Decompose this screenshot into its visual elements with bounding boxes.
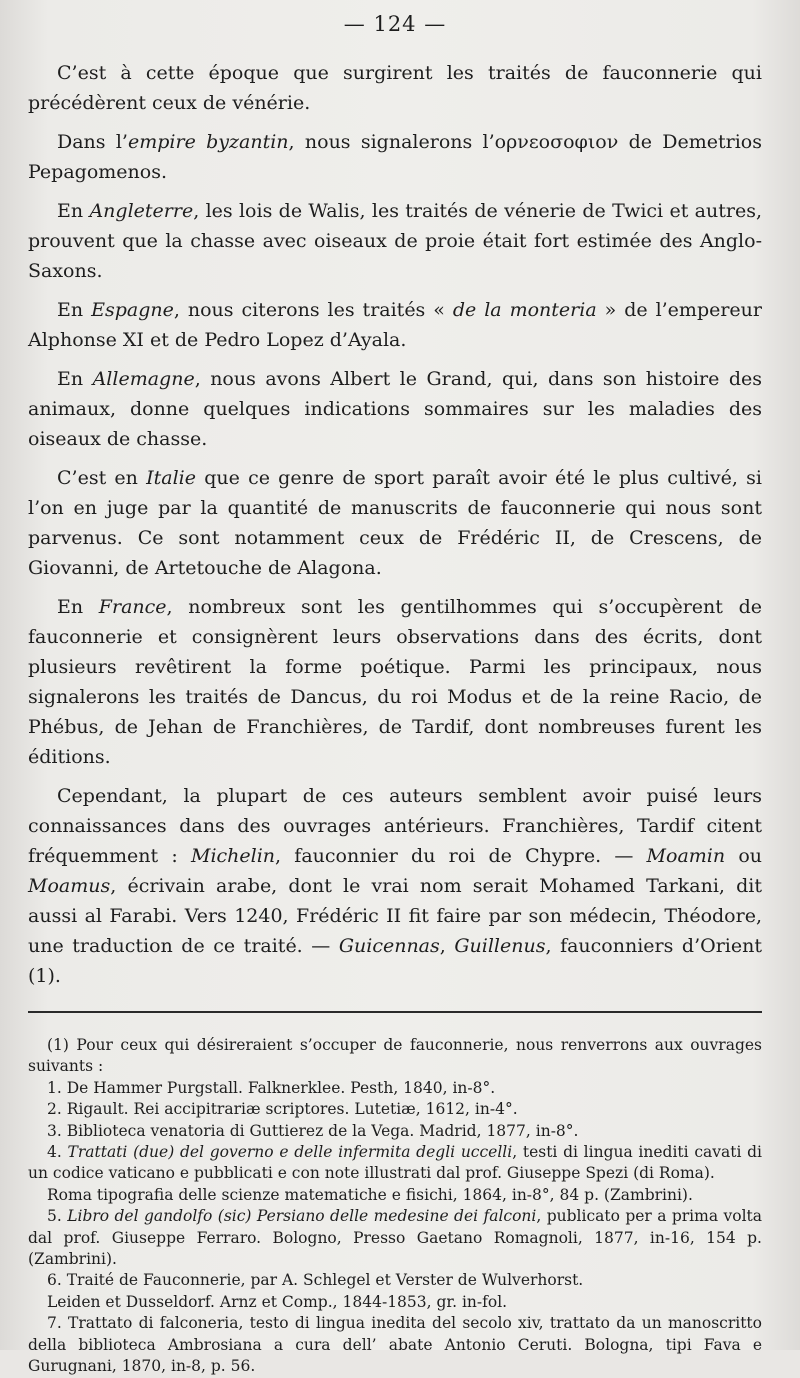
text-run: Dans l’ <box>57 131 128 153</box>
text-run: , <box>439 935 455 957</box>
text-run: Leiden et Dusseldorf. Arnz et Comp., 1844-1853, gr. in-fol. <box>47 1292 508 1311</box>
italic-text: empire byzantin <box>127 131 289 153</box>
text-run: » de l’empereur Alphonse XI et de Pedro Lopez d’Ayala. <box>28 299 762 351</box>
text-run: Cependant, la plupart de ces auteurs semblent avoir puisé leurs connaissances dans des ouvrages antérieurs. Franchières, Tardif citent fréquemment : <box>28 785 762 867</box>
text-run: que ce genre de sport paraît avoir été le plus cultivé, si l’on en juge par la quantité de manuscrits de fauconnerie qui nous sont parvenus. Ce sont notamment ceux de Frédéric II, de Crescens, de Giovanni, de Artetouche de Alagona. <box>28 467 762 579</box>
footnote-n4 <box>28 1142 762 1185</box>
paragraph-p1 <box>28 58 762 118</box>
text-run: 6. Traité de Fauconnerie, par A. Schlegel et Verster de Wulverhorst. <box>47 1271 584 1290</box>
text-run: En <box>57 299 92 321</box>
italic-text: Libro del gandolfo (sic) Persiano delle medesine dei falconi <box>67 1207 537 1226</box>
text-run: 2. Rigault. Rei accipitrariæ scriptores. Lutetiæ, 1612, in-4°. <box>47 1100 518 1119</box>
italic-text: Guillenus <box>454 935 546 957</box>
paragraph-p3 <box>28 196 762 286</box>
text-run: 1. De Hammer Purgstall. Falknerklee. Pesth, 1840, in-8°. <box>47 1078 496 1097</box>
text-run: , fauconniers d’Orient (1). <box>28 935 762 987</box>
text-run: 7. Trattato di falconeria, testo di lingua inedita del secolo xiv, trattato da un manoscritto della biblioteca Ambrosiana a cura dell’ abate Antonio Ceruti. Bologna, tipi Fava e Gurugnani, 1870, in-8, p. 56. <box>28 1314 762 1376</box>
italic-text: Angleterre <box>89 200 194 222</box>
text-run: , les lois de Walis, les traités de vénerie de Twici et autres, prouvent que la chasse avec oiseaux de proie était fort estimée des Anglo-Saxons. <box>28 200 762 282</box>
footnote-n5 <box>28 1206 762 1270</box>
paragraph-p4 <box>28 295 762 355</box>
footnote-n3 <box>28 1121 762 1142</box>
text-run: , écrivain arabe, dont le vrai nom serait Mohamed Tarkani, dit aussi al Farabi. Vers 1240, Frédéric II fit faire par son médecin, Théodore, une traduction de ce traité. — <box>28 875 762 957</box>
footnote-n7 <box>28 1313 762 1377</box>
paragraph-p6 <box>28 463 762 583</box>
text-run: , nombreux sont les gentilhommes qui s’occupèrent de fauconnerie et consignèrent leurs observations dans des écrits, dont plusieurs revêtirent la forme poétique. Parmi les principaux, nous signalerons les traités de Dancus, du roi Modus et de la reine Racio, de Phébus, de Jehan de Franchières, de Tardif, dont nombreuses furent les éditions. <box>28 596 762 768</box>
footnote-n4b <box>28 1185 762 1206</box>
italic-text: Michelin <box>190 845 276 867</box>
text-run: 3. Biblioteca venatoria di Guttierez de la Vega. Madrid, 1877, in-8°. <box>47 1121 579 1140</box>
footnote-n6b <box>28 1292 762 1313</box>
text-run: C’est à cette époque que surgirent les traités de fauconnerie qui précédèrent ceux de vénérie. <box>28 62 762 114</box>
text-run: , publicato per a prima volta dal prof. Giuseppe Ferraro. Bologno, Presso Gaetano Romagnoli, 1877, in-16, 154 p. (Zambrini). <box>28 1207 762 1269</box>
footnote-separator <box>28 1011 762 1013</box>
footnote-n6 <box>28 1270 762 1291</box>
italic-text: Italie <box>146 467 196 489</box>
footnote-n2 <box>28 1099 762 1120</box>
italic-text: Allemagne <box>92 368 195 390</box>
text-run: , fauconnier du roi de Chypre. — <box>275 845 647 867</box>
text-run: C’est en <box>57 467 147 489</box>
paragraph-p2 <box>28 127 762 187</box>
page-number: — 124 — <box>343 12 447 36</box>
italic-text: France <box>98 596 167 618</box>
text-run: Roma tipografia delle scienze matematiche e fisichi, 1864, in-8°, 84 p. (Zambrini). <box>47 1185 693 1204</box>
text-run: , nous citerons les traités « <box>173 299 453 321</box>
text-run: , nous avons Albert le Grand, qui, dans son histoire des animaux, donne quelques indications sommaires sur les maladies des oiseaux de chasse. <box>28 368 762 450</box>
paragraph-p8 <box>28 781 762 991</box>
paragraph-p7 <box>28 592 762 772</box>
italic-text: de la monteria <box>452 299 597 321</box>
footnotes <box>28 1035 762 1378</box>
text-run: 5. <box>47 1207 68 1226</box>
italic-text: Moamin <box>646 845 726 867</box>
paragraph-p5 <box>28 364 762 454</box>
body-text <box>28 58 762 991</box>
footnote-n0 <box>28 1035 762 1078</box>
italic-text: Moamus <box>28 875 111 897</box>
italic-text: Espagne <box>91 299 174 321</box>
text-run: ou <box>725 845 762 867</box>
text-run: En <box>57 200 90 222</box>
text-run: , testi di lingua inediti cavati di un codice vaticano e pubblicati e con note illustrati dal prof. Giuseppe Spezi (di Roma). <box>28 1143 763 1183</box>
text-run: En <box>57 596 99 618</box>
text-run: En <box>57 368 93 390</box>
text-run: 4. <box>47 1143 68 1162</box>
italic-text: Guicennas <box>338 935 440 957</box>
footnote-n1 <box>28 1078 762 1099</box>
italic-text: Trattati (due) del governo e delle infermita degli uccelli <box>67 1143 513 1162</box>
text-run: , nous signalerons l’ορνεοσοφιον de Demetrios Pepagomenos. <box>28 131 762 183</box>
text-run: (1) Pour ceux qui désireraient s’occuper de fauconnerie, nous renverrons aux ouvrages suivants : <box>28 1036 762 1076</box>
